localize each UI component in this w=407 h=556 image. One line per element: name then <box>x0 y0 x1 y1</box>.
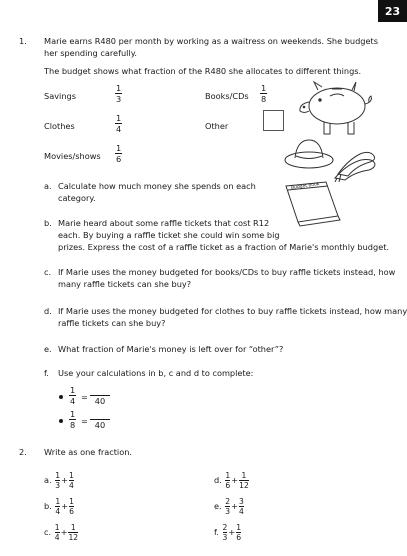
q1-intro: The budget shows what fraction of the R480 she allocates to different things. <box>44 66 362 76</box>
budget-label: Movies/shows <box>44 151 101 161</box>
sum-item: b. $\frac{1}{4}$ + $\frac{1}{6}$ <box>44 497 74 516</box>
equals-sign: = <box>81 392 88 402</box>
equals-sign: = <box>81 416 88 426</box>
hat-and-shoes-illustration <box>283 134 383 182</box>
budget-fraction: $\frac{1}{6}$ <box>116 143 122 165</box>
q2-intro: Write as one fraction. <box>44 447 132 457</box>
budget-label: Other <box>205 121 229 131</box>
q1-intro: her spending carefully. <box>44 48 137 58</box>
equation-fraction: $\frac{1}{4}$ <box>70 385 76 407</box>
part-text: prizes. Express the cost of a raffle ticket as a fraction of Marie's monthly budget. <box>58 242 390 252</box>
part-letter: c. <box>44 267 52 277</box>
q1-intro: Marie earns R480 per month by working as a waitress on weekends. She budgets <box>44 36 379 46</box>
part-text: If Marie uses the money budgeted for clothes to buy raffle tickets instead, how many <box>58 306 407 316</box>
part-letter: b. <box>44 218 52 228</box>
equation-fraction: $\frac{1}{8}$ <box>70 409 76 431</box>
other-answer-box[interactable] <box>263 110 284 131</box>
part-letter: d. <box>44 306 52 316</box>
part-letter: a. <box>44 181 52 191</box>
blank-answer-fraction[interactable]: 40 <box>90 410 110 429</box>
budget-label: Books/CDs <box>205 91 249 101</box>
part-letter: e. <box>44 344 52 354</box>
part-text: Marie heard about some raffle tickets that cost R12 <box>58 218 270 228</box>
part-text: raffle tickets can she buy? <box>58 318 166 328</box>
budget-fraction: $\frac{1}{8}$ <box>261 83 267 105</box>
q1-number: 1. <box>19 36 27 46</box>
part-text: many raffle tickets can she buy? <box>58 279 192 289</box>
bullet-icon <box>59 419 63 423</box>
budget-fraction: $\frac{1}{3}$ <box>116 83 122 105</box>
part-letter: f. <box>44 368 49 378</box>
sum-item: c. $\frac{1}{4}$ + $\frac{1}{12}$ <box>44 523 79 542</box>
sum-item: e. $\frac{2}{3}$ + $\frac{3}{4}$ <box>214 497 244 516</box>
part-text: Use your calculations in b, c and d to complete: <box>58 368 254 378</box>
book-label: Budget book <box>290 182 320 191</box>
part-text: What fraction of Marie's money is left over for “other”? <box>58 344 284 354</box>
sum-item: a. $\frac{1}{3}$ + $\frac{1}{4}$ <box>44 471 74 490</box>
part-text: category. <box>58 193 96 203</box>
budget-fraction: $\frac{1}{4}$ <box>116 113 122 135</box>
sum-item: d. $\frac{1}{6}$ + $\frac{1}{12}$ <box>214 471 249 490</box>
part-text: Calculate how much money she spends on each <box>58 181 256 191</box>
budget-label: Savings <box>44 91 76 101</box>
piggy-bank-illustration <box>292 76 382 142</box>
sum-item: f. $\frac{2}{3}$ + $\frac{1}{6}$ <box>214 523 242 542</box>
part-text: each. By buying a raffle ticket she could win some big <box>58 230 280 240</box>
blank-answer-fraction[interactable]: 40 <box>90 386 110 405</box>
q2-number: 2. <box>19 447 27 457</box>
bullet-icon <box>59 395 63 399</box>
page-number: 23 <box>378 0 407 22</box>
budget-label: Clothes <box>44 121 75 131</box>
part-text: If Marie uses the money budgeted for books/CDs to buy raffle tickets instead, how <box>58 267 396 277</box>
